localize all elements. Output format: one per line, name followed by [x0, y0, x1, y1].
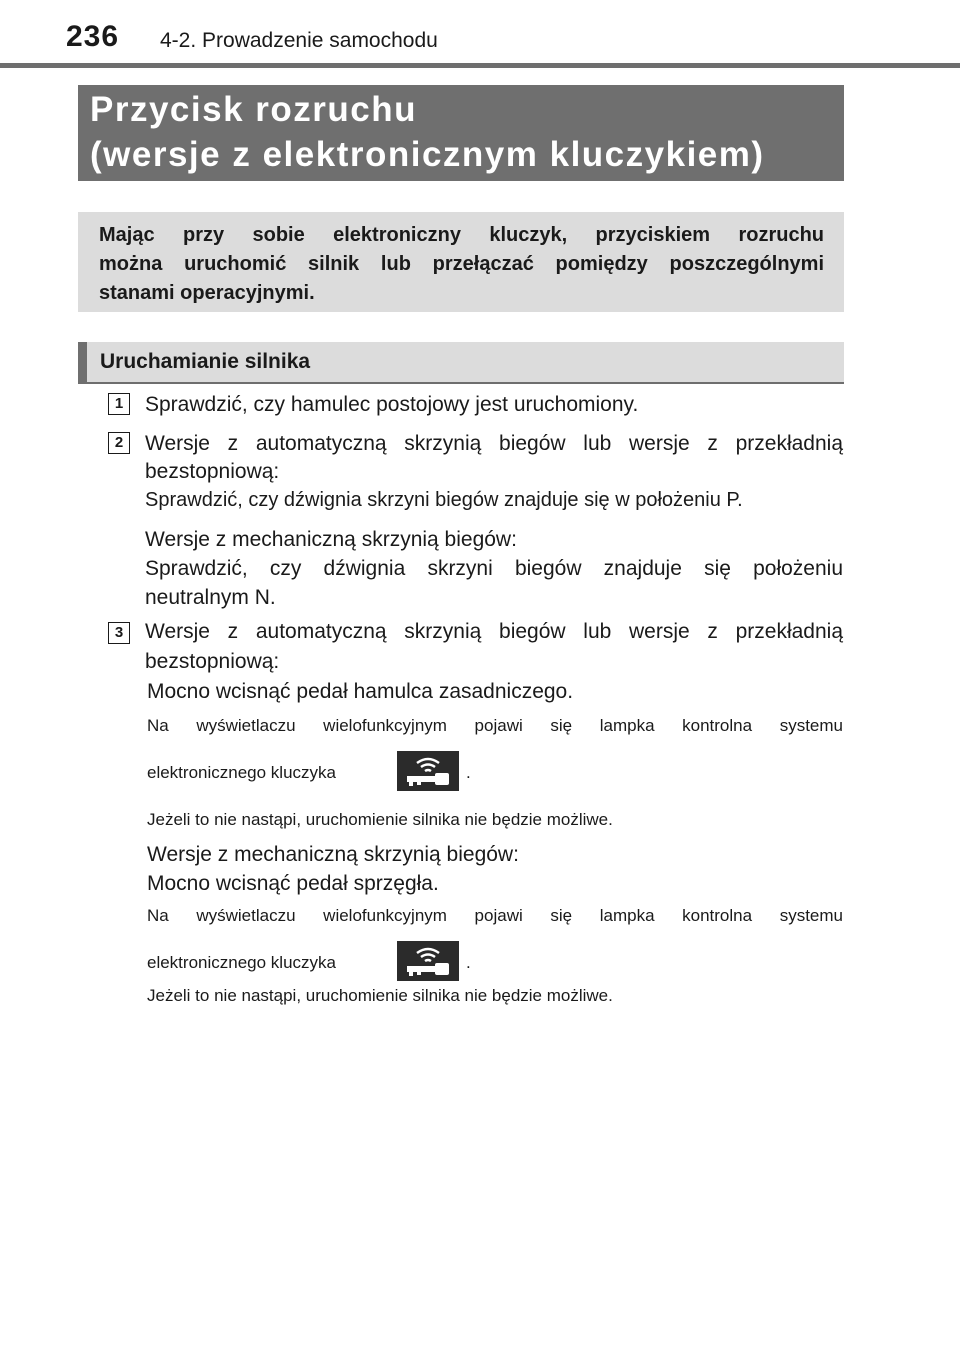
intro-line-2: można uruchomić silnik lub przełączać pomiędzy poszczególnymi — [99, 253, 824, 275]
step-number-2: 2 — [108, 432, 130, 454]
step-3-note-2-line-2: elektronicznego kluczyka — [147, 953, 336, 972]
chapter-title-line-2: (wersje z elektronicznym kluczykiem) — [90, 135, 765, 174]
subheading-text: Uruchamianie silnika — [100, 350, 311, 373]
step-2-line-6: neutralnym N. — [145, 586, 276, 609]
step-2-line-3: Sprawdzić, czy dźwignia skrzyni biegów znajduje się w położeniu P. — [145, 489, 743, 511]
step-3-note-2-line-1: Na wyświetlaczu wielofunkcyjnym pojawi się lampka kontrolna systemu — [147, 906, 843, 925]
intro-box — [78, 212, 844, 312]
step-2-line-4: Wersje z mechaniczną skrzynią biegów: — [145, 528, 517, 551]
header-divider — [0, 63, 960, 68]
step-3-line-2: bezstopniową: — [145, 650, 280, 673]
page-number: 236 — [66, 20, 120, 53]
step-number-1: 1 — [108, 393, 130, 415]
step-2-line-1: Wersje z automatyczną skrzynią biegów lub wersje z przekładnią — [145, 432, 843, 455]
page-header — [0, 0, 960, 66]
step-2-line-5: Sprawdzić, czy dźwignia skrzyni biegów znajduje się położeniu — [145, 557, 843, 580]
step-3-line-1: Wersje z automatyczną skrzynią biegów lub wersje z przekładnią — [145, 620, 843, 643]
step-number-3: 3 — [108, 622, 130, 644]
step-3-note-2-tail: . — [466, 953, 471, 972]
step-3-note-2-line-3: Jeżeli to nie nastąpi, uruchomienie silnika nie będzie możliwe. — [147, 986, 613, 1005]
step-3-line-3: Mocno wcisnąć pedał hamulca zasadniczego. — [147, 680, 574, 703]
section-title: 4-2. Prowadzenie samochodu — [160, 29, 438, 52]
step-3-note-1-line-3: Jeżeli to nie nastąpi, uruchomienie silnika nie będzie możliwe. — [147, 810, 613, 829]
step-3-note-1-tail: . — [466, 763, 471, 782]
intro-line-1: Mając przy sobie elektroniczny kluczyk, przyciskiem rozruchu — [99, 224, 824, 246]
step-2-line-2: bezstopniową: — [145, 460, 280, 483]
intro-line-3: stanami operacyjnymi. — [99, 282, 315, 304]
chapter-title-line-1: Przycisk rozruchu — [90, 90, 417, 129]
smart-key-indicator-icon-2 — [397, 941, 459, 981]
chapter-title-box — [78, 85, 844, 181]
step-3-line-5: Mocno wcisnąć pedał sprzęgła. — [147, 872, 439, 895]
subheading-box — [78, 342, 844, 384]
step-3-note-1-line-2: elektronicznego kluczyka — [147, 763, 336, 782]
step-3-line-4: Wersje z mechaniczną skrzynią biegów: — [147, 843, 519, 866]
subheading-accent-bar — [78, 342, 87, 382]
step-1-text: Sprawdzić, czy hamulec postojowy jest uruchomiony. — [145, 393, 639, 416]
smart-key-indicator-icon — [397, 751, 459, 791]
step-3-note-1-line-1: Na wyświetlaczu wielofunkcyjnym pojawi się lampka kontrolna systemu — [147, 716, 843, 735]
